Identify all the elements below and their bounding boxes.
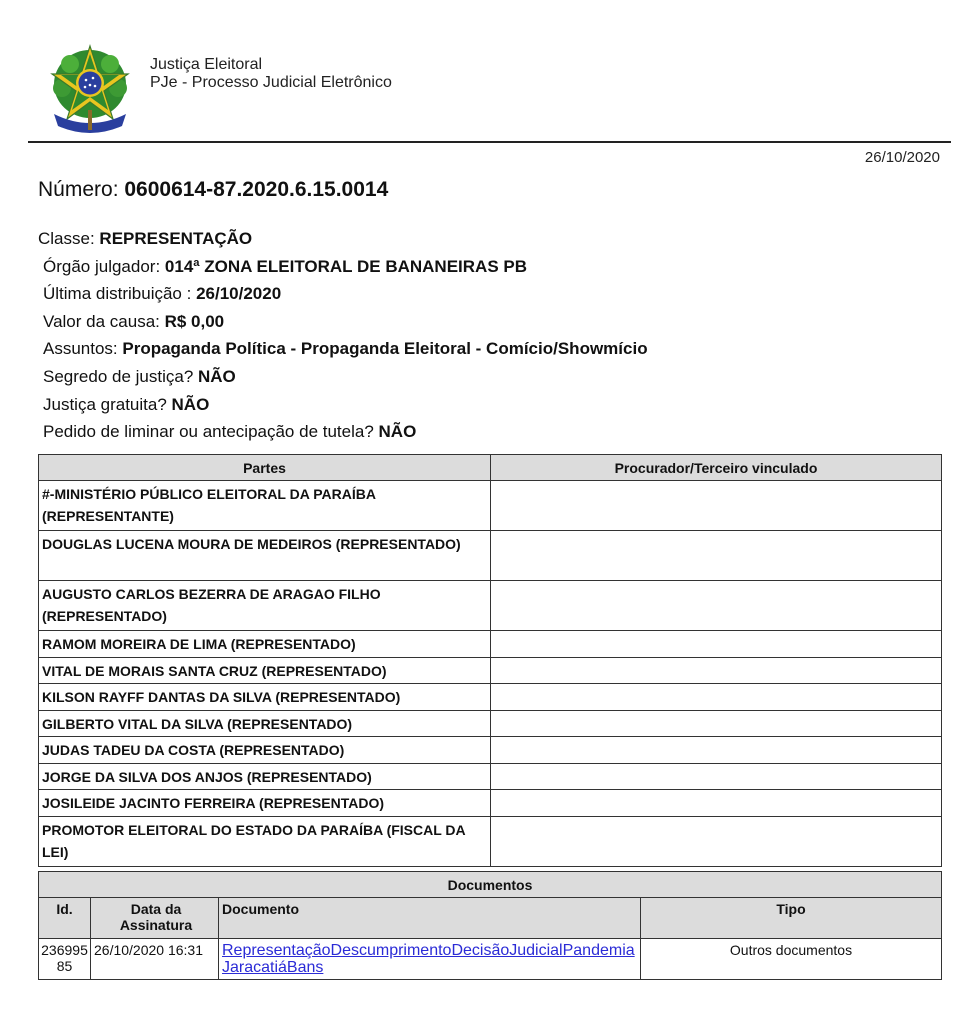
procurador-cell [491, 481, 942, 531]
document-header [0, 0, 973, 145]
table-row [39, 684, 942, 711]
document-link[interactable]: RepresentaçãoDescumprimentoDecisãoJudicialPandemiaJaracatiáBans [222, 942, 635, 976]
partes-table [38, 454, 942, 867]
process-details [38, 228, 648, 449]
org-line-2: PJe - Processo Judicial Eletrônico [150, 74, 392, 91]
process-number [38, 178, 388, 202]
document-id: 23699585 [39, 939, 91, 980]
table-row [39, 710, 942, 737]
table-row [39, 790, 942, 817]
detail-pedido-liminar: Pedido de liminar ou antecipação de tutela? NÃO [43, 422, 417, 442]
parte-cell: KILSON RAYFF DANTAS DA SILVA (REPRESENTADO) [39, 684, 491, 711]
table-row [39, 631, 942, 658]
table-row [39, 657, 942, 684]
detail-classe: Classe: REPRESENTAÇÃO [38, 229, 253, 248]
parte-cell: #-MINISTÉRIO PÚBLICO ELEITORAL DA PARAÍBA (REPRESENTANTE) [39, 481, 491, 531]
parte-cell: VITAL DE MORAIS SANTA CRUZ (REPRESENTADO) [39, 657, 491, 684]
table-row [39, 481, 942, 531]
detail-orgao-julgador: Órgão julgador: 014ª ZONA ELEITORAL DE BANANEIRAS PB [43, 256, 527, 276]
parte-cell: JUDAS TADEU DA COSTA (REPRESENTADO) [39, 737, 491, 764]
parte-cell: GILBERTO VITAL DA SILVA (REPRESENTADO) [39, 710, 491, 737]
table-row [39, 816, 942, 866]
brazil-coat-of-arms-icon [48, 44, 132, 136]
procurador-cell [491, 631, 942, 658]
procurador-cell [491, 790, 942, 817]
procurador-cell [491, 816, 942, 866]
process-number-value: 0600614-87.2020.6.15.0014 [124, 178, 389, 201]
documentos-title: Documentos [39, 872, 942, 898]
procurador-cell [491, 531, 942, 581]
document-signature-date: 26/10/2020 16:31 [91, 939, 219, 980]
document-type: Outros documentos [641, 939, 942, 980]
procurador-cell [491, 684, 942, 711]
process-number-label: Número: [38, 178, 125, 201]
table-row [39, 939, 942, 980]
column-header-data-assinatura: Data da Assinatura [91, 898, 219, 939]
document-date: 26/10/2020 [864, 149, 940, 166]
procurador-cell [491, 581, 942, 631]
document-link-cell [219, 939, 641, 980]
detail-ultima-distribuicao: Última distribuição : 26/10/2020 [43, 284, 282, 304]
parte-cell: PROMOTOR ELEITORAL DO ESTADO DA PARAÍBA (FISCAL DA LEI) [39, 816, 491, 866]
documentos-title-row [39, 872, 942, 898]
detail-justica-gratuita: Justiça gratuita? NÃO [43, 394, 210, 414]
parte-cell: AUGUSTO CARLOS BEZERRA DE ARAGAO FILHO (REPRESENTADO) [39, 581, 491, 631]
detail-segredo-justica: Segredo de justiça? NÃO [43, 366, 236, 386]
documentos-header-row [39, 898, 942, 939]
parte-cell: JORGE DA SILVA DOS ANJOS (REPRESENTADO) [39, 763, 491, 790]
column-header-procurador: Procurador/Terceiro vinculado [491, 455, 942, 481]
procurador-cell [491, 737, 942, 764]
organization-name [150, 56, 392, 92]
column-header-documento: Documento [219, 898, 641, 939]
detail-valor-causa: Valor da causa: R$ 0,00 [43, 311, 225, 331]
table-row [39, 737, 942, 764]
procurador-cell [491, 710, 942, 737]
table-row [39, 581, 942, 631]
procurador-cell [491, 657, 942, 684]
org-line-1: Justiça Eleitoral [150, 56, 263, 73]
parte-cell: JOSILEIDE JACINTO FERREIRA (REPRESENTADO) [39, 790, 491, 817]
column-header-tipo: Tipo [641, 898, 942, 939]
parte-cell: RAMOM MOREIRA DE LIMA (REPRESENTADO) [39, 631, 491, 658]
table-row [39, 531, 942, 581]
table-row [39, 763, 942, 790]
column-header-id: Id. [39, 898, 91, 939]
partes-header-row [39, 455, 942, 481]
header-divider [28, 141, 951, 143]
detail-assuntos: Assuntos: Propaganda Política - Propaganda Eleitoral - Comício/Showmício [43, 339, 648, 359]
column-header-partes: Partes [39, 455, 491, 481]
parte-cell: DOUGLAS LUCENA MOURA DE MEDEIROS (REPRESENTADO) [39, 531, 491, 581]
documentos-table [38, 871, 942, 980]
procurador-cell [491, 763, 942, 790]
